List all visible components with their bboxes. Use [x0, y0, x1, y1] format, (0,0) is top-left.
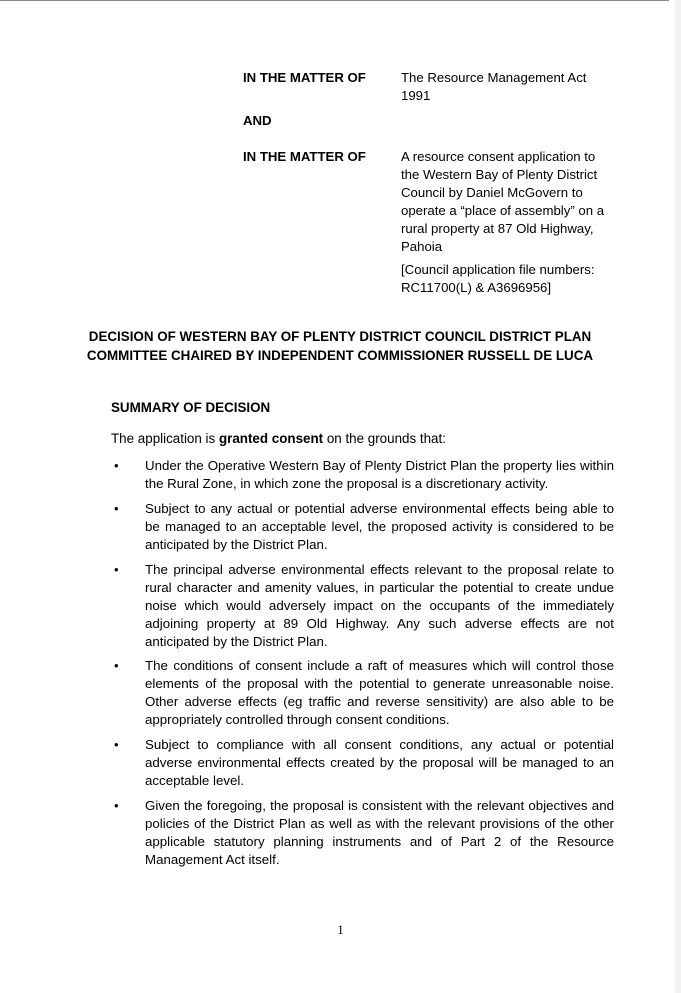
bullet-line: be managed to an acceptable level, the proposed activity is considered to be: [145, 518, 614, 534]
decision-title-line: COMMITTEE CHAIRED BY INDEPENDENT COMMISSIONER RUSSELL DE LUCA: [86, 348, 594, 363]
decision-title: [60, 327, 620, 365]
matter-text-2: [401, 148, 631, 256]
bullet-icon: •: [114, 562, 119, 577]
file-numbers-line: RC11700(L) & A3696956]: [401, 280, 552, 295]
bullet-line: policies of the District Plan as well as with the relevant provisions of the other: [145, 815, 614, 831]
summary-heading: SUMMARY OF DECISION: [111, 400, 271, 415]
matter-text-line: 1991: [401, 88, 431, 103]
bullet-text: [145, 736, 614, 790]
matter-text-line: operate a “place of assembly” on a: [401, 203, 605, 218]
bullet-line: Subject to compliance with all consent conditions, any actual or potential: [145, 737, 614, 752]
bullet-line: the Rural Zone, in which zone the proposal is a discretionary activity.: [145, 475, 549, 491]
intro-bold-granted: granted consent: [218, 431, 324, 446]
bullet-text: [145, 657, 614, 729]
bullet-line: The principal adverse environmental effects relevant to the proposal relate to: [145, 562, 614, 577]
matter-text-line: The Resource Management Act: [401, 70, 587, 85]
bullet-text: [145, 457, 614, 493]
bullet-line: Management Act itself.: [145, 851, 280, 867]
matter-label-1: IN THE MATTER OF: [243, 70, 366, 85]
bullet-icon: •: [114, 458, 119, 473]
bullet-line: noise which would adversely impact on the occupants of the immediately: [145, 597, 614, 613]
intro-text-after: on the grounds that:: [323, 431, 446, 446]
bullet-line: anticipated by the District Plan.: [145, 536, 328, 552]
bullet-icon: •: [114, 658, 119, 673]
page-edge-shadow: [675, 0, 681, 993]
bullet-line: anticipated by the District Plan.: [145, 633, 328, 649]
matter-text-line: the Western Bay of Plenty District: [401, 167, 598, 182]
bullet-line: The conditions of consent include a raft of measures which will control those: [145, 658, 614, 673]
bullet-text: [145, 500, 614, 554]
matter-text-line: rural property at 87 Old Highway,: [401, 221, 594, 236]
bullet-text: [145, 797, 614, 869]
summary-intro: [111, 430, 446, 448]
bullet-line: Given the foregoing, the proposal is consistent with the relevant objectives and: [145, 798, 614, 813]
bullet-icon: •: [114, 501, 119, 516]
bullet-line: acceptable level.: [145, 772, 245, 788]
matter-label-2: IN THE MATTER OF: [243, 149, 366, 164]
top-border-line: [0, 0, 669, 1]
bullet-line: adverse environmental effects created by the proposal will be managed to an: [145, 754, 614, 770]
and-label: AND: [243, 113, 272, 128]
matter-text-line: Council by Daniel McGovern to: [401, 185, 583, 200]
matter-text-line: A resource consent application to: [401, 149, 596, 164]
bullet-line: Subject to any actual or potential adverse environmental effects being able to: [145, 501, 614, 516]
bullet-line: adjoining property at 89 Old Highway. Any such adverse effects are not: [145, 615, 614, 631]
bullet-line: Under the Operative Western Bay of Plenty District Plan the property lies within: [145, 458, 614, 473]
decision-title-line: DECISION OF WESTERN BAY OF PLENTY DISTRICT COUNCIL DISTRICT PLAN: [88, 329, 592, 344]
bullet-line: applicable statutory planning instruments and of Part 2 of the Resource: [145, 833, 614, 849]
matter-text-line: Pahoia: [401, 239, 443, 254]
matter-text-1: [401, 69, 631, 105]
file-numbers-line: [Council application file numbers:: [401, 262, 595, 277]
bullet-line: Other adverse effects (eg traffic and reverse sensitivity) are also able to be: [145, 693, 614, 709]
bullet-icon: •: [114, 798, 119, 813]
bullet-line: appropriately controlled through consent conditions.: [145, 711, 450, 727]
bullet-text: [145, 561, 614, 651]
page-number: 1: [337, 922, 344, 937]
intro-text-before: The application is: [111, 431, 219, 446]
bullet-line: elements of the proposal with the potential to generate unreasonable noise.: [145, 675, 614, 691]
bullet-icon: •: [114, 737, 119, 752]
bullet-line: rural character and amenity values, in particular the potential to create undue: [145, 579, 614, 595]
file-numbers: [401, 261, 631, 297]
